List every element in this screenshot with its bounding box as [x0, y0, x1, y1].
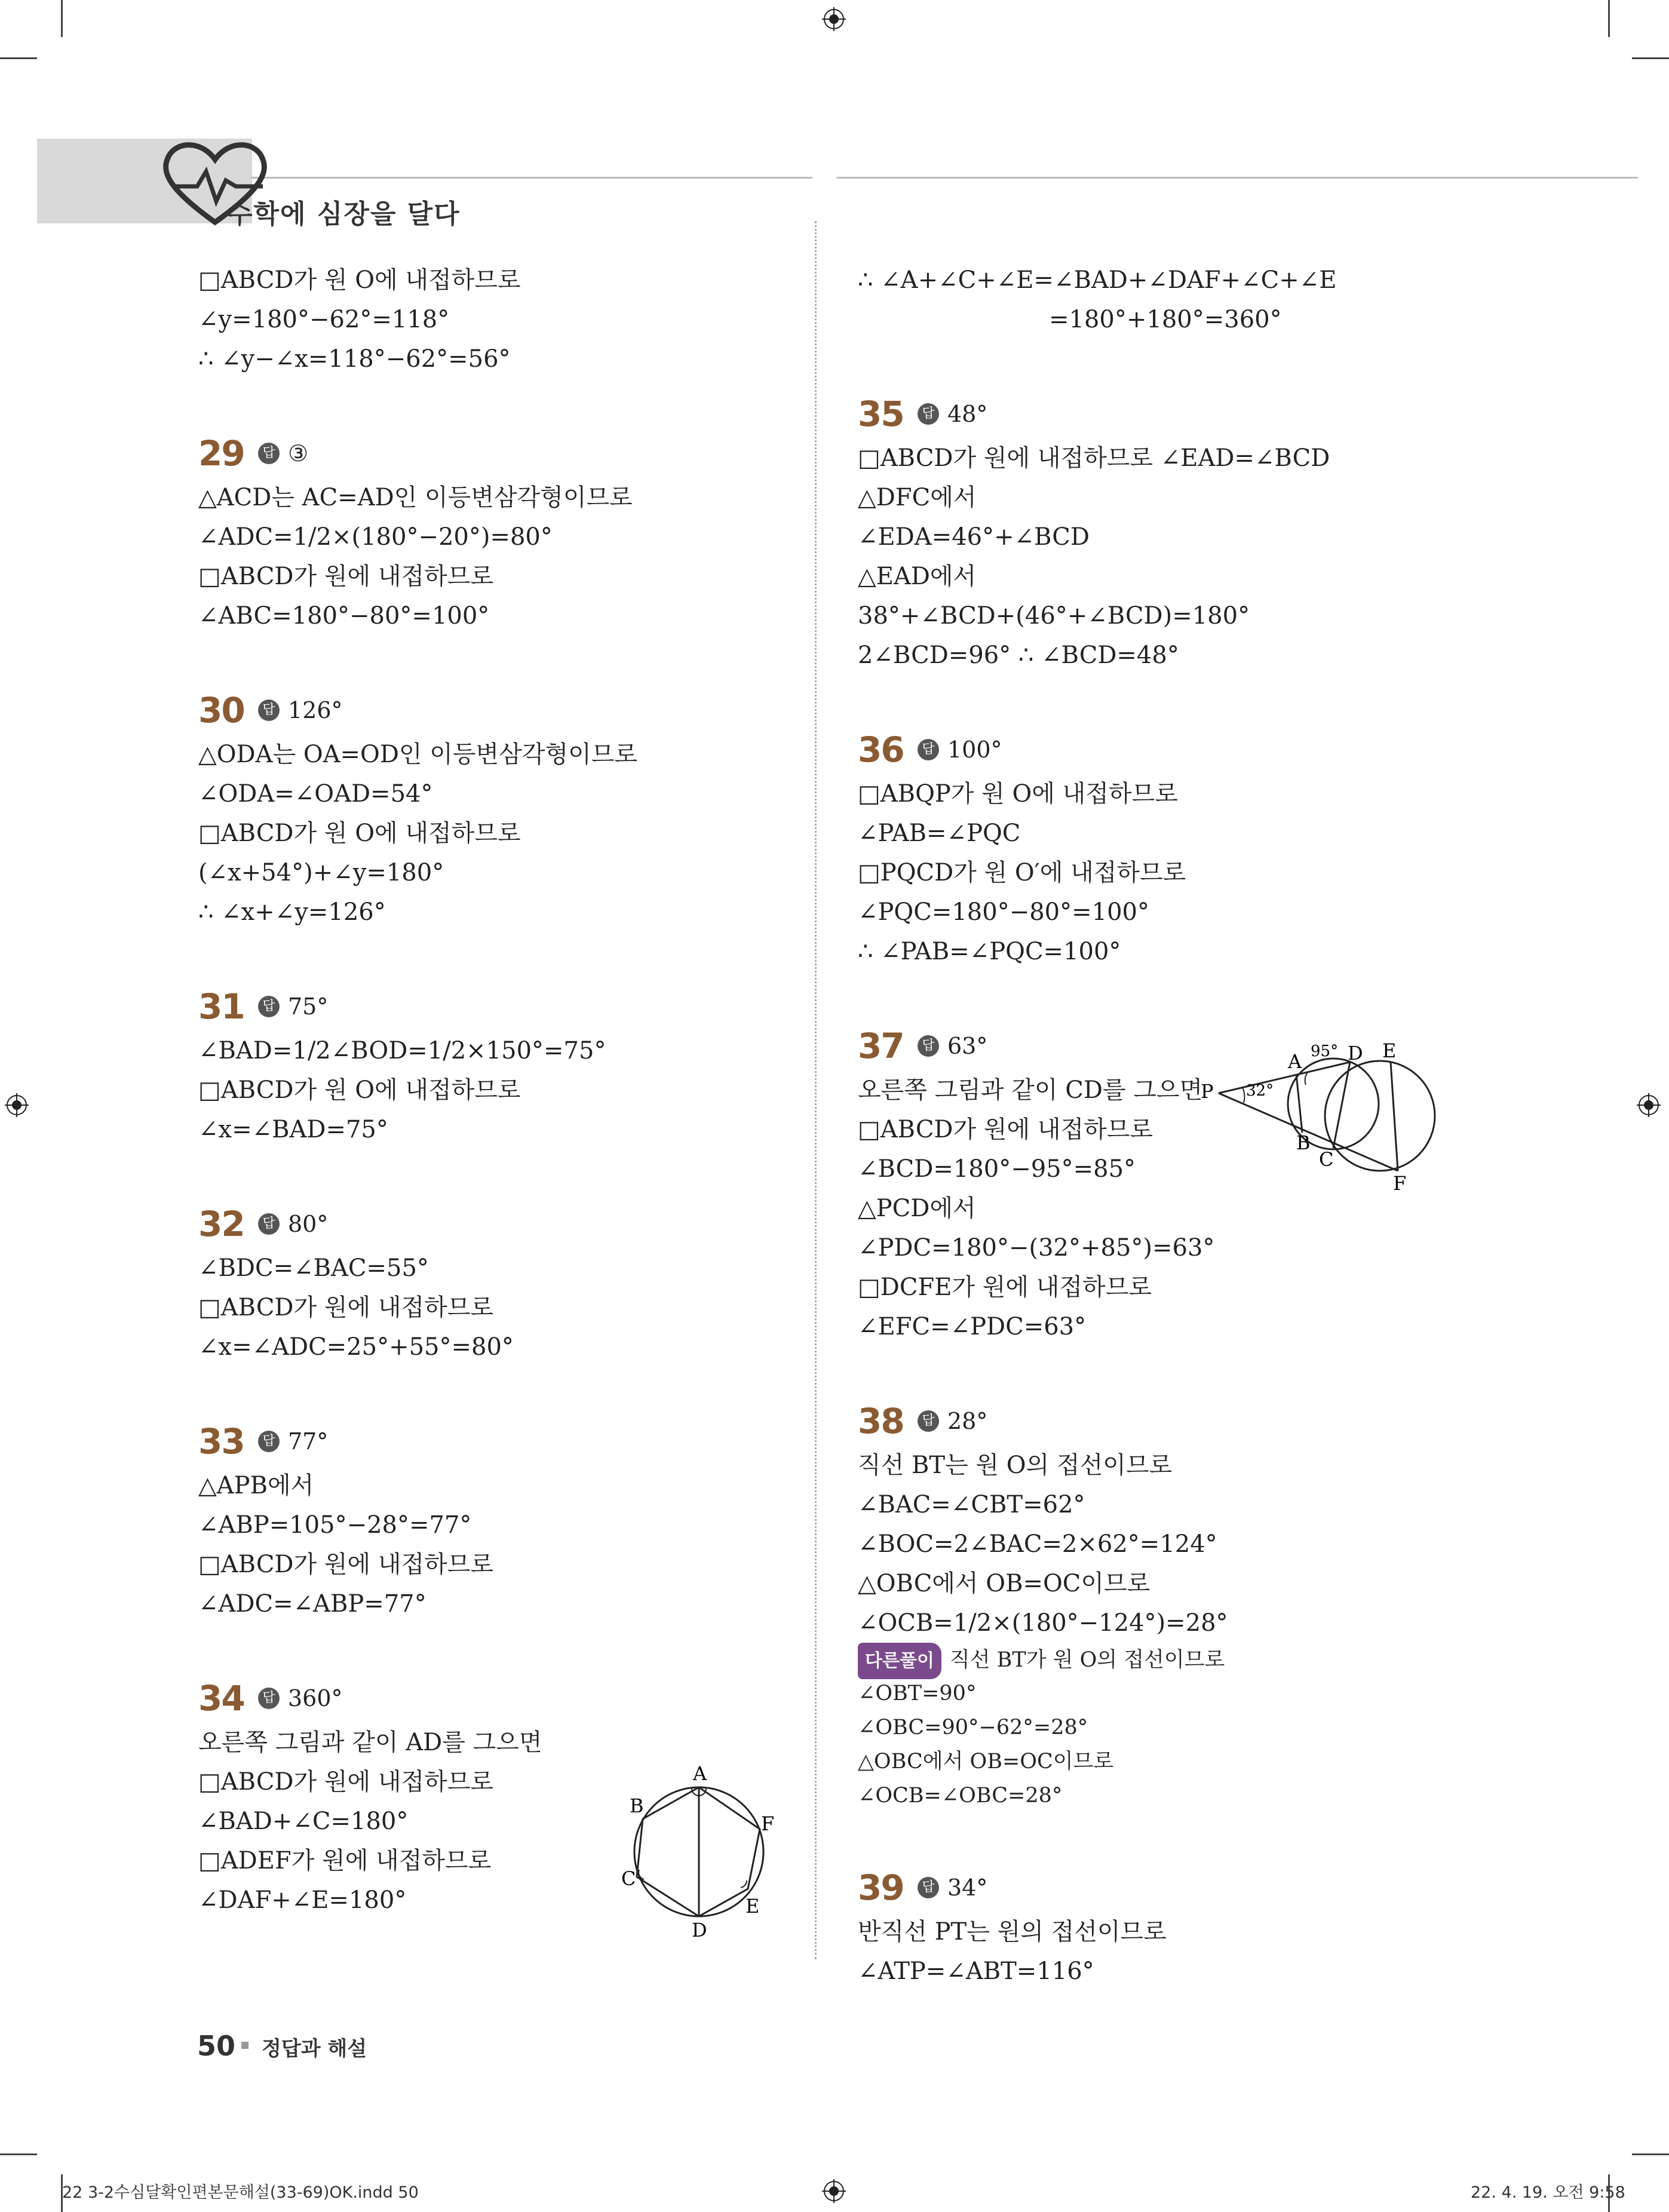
problem-header: [858, 389, 1455, 438]
solution-line: ∴ ∠PAB=∠PQC=100°: [858, 938, 1121, 965]
solution-line: 직선 BT는 원 O의 접선이므로: [858, 1452, 1173, 1479]
figure-label: 32°: [1246, 1082, 1274, 1100]
solution-line: □ABCD가 원 O에 내접하므로: [198, 1076, 521, 1104]
crop-mark: [0, 2153, 37, 2155]
solution-line: △APB에서: [198, 1472, 314, 1499]
solution-line: ∠BOC=2∠BAC=2×62°=124°: [858, 1530, 1217, 1558]
solution-line: ∴ ∠x+∠y=126°: [198, 898, 386, 926]
solution-line: ∠ATP=∠ABT=116°: [858, 1958, 1094, 1985]
problem-number: 35: [858, 394, 904, 434]
solution-line: ∠OCB=1/2×(180°−124°)=28°: [858, 1609, 1228, 1637]
solution-line: □ABCD가 원에 내접하므로: [198, 1551, 494, 1578]
header-rule: [251, 177, 812, 179]
problem-header: [198, 686, 796, 735]
registration-mark-icon: [5, 1093, 29, 1117]
header-rule: [836, 177, 1638, 179]
header-brand: 수학에 심장을 달다: [227, 199, 461, 229]
solution-line: ∠BAC=∠CBT=62°: [858, 1491, 1085, 1518]
answer-icon: 답: [918, 739, 939, 760]
figure-label: E: [1382, 1039, 1397, 1062]
solution-line: □ABCD가 원에 내접하므로 ∠EAD=∠BCD: [858, 444, 1330, 472]
figure-label: A: [693, 1762, 707, 1785]
solution-line: 2∠BCD=96° ∴ ∠BCD=48°: [858, 642, 1179, 669]
solution-line: □ABQP가 원 O에 내접하므로: [858, 780, 1178, 808]
answer-value: 34°: [947, 1874, 988, 1901]
alt-solution-badge: 다른풀이: [858, 1643, 941, 1679]
answer-value: 80°: [288, 1211, 329, 1237]
footer-section: 정답과 해설: [262, 2037, 367, 2061]
section-gap: [858, 971, 1455, 1019]
solution-line: △PCD에서: [858, 1195, 976, 1222]
solution-line: 오른쪽 그림과 같이 CD를 그으면: [858, 1076, 1203, 1104]
answer-icon: 답: [258, 1431, 280, 1452]
solution-line: □ABCD가 원 O에 내접하므로: [198, 820, 521, 847]
problem-header: [198, 1674, 796, 1723]
solution-line: ∴ ∠y−∠x=118°−62°=56°: [198, 345, 511, 373]
problem-number: 34: [198, 1678, 244, 1719]
solution-line: ∠y=180°−62°=118°: [198, 306, 450, 333]
section-gap: [198, 932, 796, 980]
answer-value: 28°: [947, 1408, 988, 1434]
answer-value: 48°: [947, 401, 988, 427]
problem-number: 36: [858, 729, 904, 770]
problem-header: [198, 1199, 796, 1248]
figure-label: B: [630, 1794, 644, 1817]
figure-label: D: [1348, 1042, 1363, 1064]
solution-line: ∠OBC=90°−62°=28°: [858, 1716, 1088, 1739]
figure-label: B: [1296, 1131, 1311, 1154]
answer-value: 100°: [947, 737, 1002, 763]
answer-value: ③: [288, 440, 309, 467]
section-gap: [198, 379, 796, 427]
footer-bullet: [241, 2042, 248, 2049]
solution-line: ∠OCB=∠OBC=28°: [858, 1784, 1063, 1808]
solution-line: □ADEF가 원에 내접하므로: [198, 1847, 492, 1874]
figure-label: F: [1393, 1172, 1407, 1194]
answer-icon: 답: [258, 443, 280, 464]
answer-icon: 답: [258, 996, 280, 1017]
solution-line: =180°+180°=360°: [1049, 306, 1282, 333]
solution-line: □ABCD가 원에 내접하므로: [858, 1116, 1153, 1143]
answer-value: 63°: [947, 1033, 988, 1059]
solution-line: ∠BAD+∠C=180°: [198, 1808, 409, 1835]
problem-header: [198, 1417, 796, 1466]
solution-line: △OBC에서 OB=OC이므로: [858, 1750, 1114, 1774]
solution-line: ∠EFC=∠PDC=63°: [858, 1313, 1087, 1340]
problem-number: 38: [858, 1401, 904, 1441]
section-gap: [858, 675, 1455, 723]
solution-line: □ABCD가 원에 내접하므로: [198, 563, 494, 590]
answer-value: 126°: [288, 697, 343, 723]
problem-number: 31: [198, 986, 244, 1027]
figure-37: [1201, 1038, 1452, 1194]
solution-line: □DCFE가 원에 내접하므로: [858, 1274, 1152, 1301]
page-number: 50: [197, 2030, 236, 2062]
answer-value: 77°: [288, 1428, 329, 1455]
crop-mark: [1632, 2153, 1669, 2155]
solution-line: ∴ ∠A+∠C+∠E=∠BAD+∠DAF+∠C+∠E: [858, 266, 1337, 294]
figure-label: P: [1201, 1080, 1214, 1103]
timestamp: 22. 4. 19. 오전 9:58: [1471, 2183, 1625, 2202]
crop-mark: [1608, 0, 1610, 37]
solution-line: ∠ABP=105°−28°=77°: [198, 1511, 472, 1539]
figure-label: 95°: [1311, 1042, 1339, 1060]
figure-label: A: [1288, 1050, 1302, 1073]
section-gap: [198, 1624, 796, 1671]
section-gap: [198, 1149, 796, 1197]
column-divider: [815, 221, 817, 1959]
solution-line: □ABCD가 원 O에 내접하므로: [198, 266, 521, 294]
alt-solution-line: [858, 1643, 1455, 1677]
crop-mark: [61, 0, 63, 37]
solution-line: ∠ABC=180°−80°=100°: [198, 602, 490, 630]
problem-number: 30: [198, 690, 244, 731]
section-gap: [858, 339, 1455, 387]
solution-line: ∠BCD=180°−95°=85°: [858, 1155, 1136, 1183]
section-gap: [858, 1813, 1455, 1861]
solution-line: ∠EDA=46°+∠BCD: [858, 523, 1090, 551]
solution-line: 오른쪽 그림과 같이 AD를 그으면: [198, 1729, 542, 1756]
solution-line: ∠x=∠ADC=25°+55°=80°: [198, 1333, 514, 1361]
answer-icon: 답: [258, 1213, 280, 1235]
solution-line: △ACD는 AC=AD인 이등변삼각형이므로: [198, 484, 633, 511]
solution-line: □PQCD가 원 O′에 내접하므로: [858, 859, 1186, 886]
solution-line: ∠BDC=∠BAC=55°: [198, 1254, 429, 1282]
solution-line: ∠PDC=180°−(32°+85°)=63°: [858, 1234, 1215, 1262]
crop-mark: [0, 57, 37, 59]
figure-34: [615, 1762, 789, 1941]
file-slug: 22 3-2수심달확인편본문해설(33-69)OK.indd 50: [62, 2183, 419, 2202]
solution-line: ∠PAB=∠PQC: [858, 820, 1021, 847]
problem-number: 29: [198, 433, 244, 474]
problem-header: [858, 1397, 1455, 1446]
solution-line: ∠ODA=∠OAD=54°: [198, 780, 433, 808]
solution-line: ∠ADC=1/2×(180°−20°)=80°: [198, 523, 553, 551]
problem-number: 39: [858, 1867, 904, 1908]
answer-value: 360°: [288, 1685, 343, 1711]
left-column: [198, 260, 796, 1920]
problem-header: [858, 1863, 1455, 1912]
section-gap: [858, 1346, 1455, 1394]
solution-line: □ABCD가 원에 내접하므로: [198, 1294, 494, 1321]
problem-number: 32: [198, 1204, 244, 1244]
solution-line: 반직선 PT는 원의 접선이므로: [858, 1918, 1167, 1946]
problem-header: [198, 429, 796, 478]
solution-line: △OBC에서 OB=OC이므로: [858, 1570, 1150, 1597]
solution-line: □ABCD가 원에 내접하므로: [198, 1768, 494, 1796]
problem-number: 33: [198, 1421, 244, 1462]
solution-line: (∠x+54°)+∠y=180°: [198, 859, 444, 886]
solution-line: 38°+∠BCD+(46°+∠BCD)=180°: [858, 602, 1250, 630]
solution-line: △EAD에서: [858, 563, 977, 590]
answer-value: 75°: [288, 993, 329, 1020]
figure-label: C: [1319, 1148, 1334, 1171]
solution-line: △DFC에서: [858, 484, 977, 511]
problem-header: [858, 725, 1455, 774]
alt-solution-text: 직선 BT가 원 O의 접선이므로: [949, 1648, 1225, 1672]
solution-line: △ODA는 OA=OD인 이등변삼각형이므로: [198, 741, 638, 768]
solution-line: ∠OBT=90°: [858, 1682, 977, 1705]
answer-icon: 답: [258, 700, 280, 721]
registration-mark-icon: [1637, 1093, 1661, 1117]
answer-icon: 답: [918, 1035, 939, 1057]
section-gap: [198, 1367, 796, 1415]
figure-label: E: [745, 1895, 760, 1918]
solution-line: ∠x=∠BAD=75°: [198, 1116, 388, 1143]
solution-line: ∠ADC=∠ABP=77°: [198, 1590, 427, 1618]
figure-label: C: [621, 1867, 636, 1890]
registration-mark-icon: [822, 2179, 846, 2203]
answer-icon: 답: [918, 1410, 939, 1432]
answer-icon: 답: [918, 403, 939, 425]
section-gap: [198, 636, 796, 683]
solution-line: ∠PQC=180°−80°=100°: [858, 898, 1149, 926]
answer-icon: 답: [258, 1688, 280, 1709]
solution-line: ∠DAF+∠E=180°: [198, 1886, 407, 1914]
answer-icon: 답: [918, 1877, 939, 1898]
figure-label: D: [692, 1919, 707, 1941]
solution-line: ∠BAD=1/2∠BOD=1/2×150°=75°: [198, 1037, 606, 1064]
problem-number: 37: [858, 1026, 904, 1066]
figure-label: F: [761, 1812, 775, 1835]
registration-mark-icon: [822, 7, 846, 31]
crop-mark: [1632, 57, 1669, 59]
problem-header: [198, 982, 796, 1031]
